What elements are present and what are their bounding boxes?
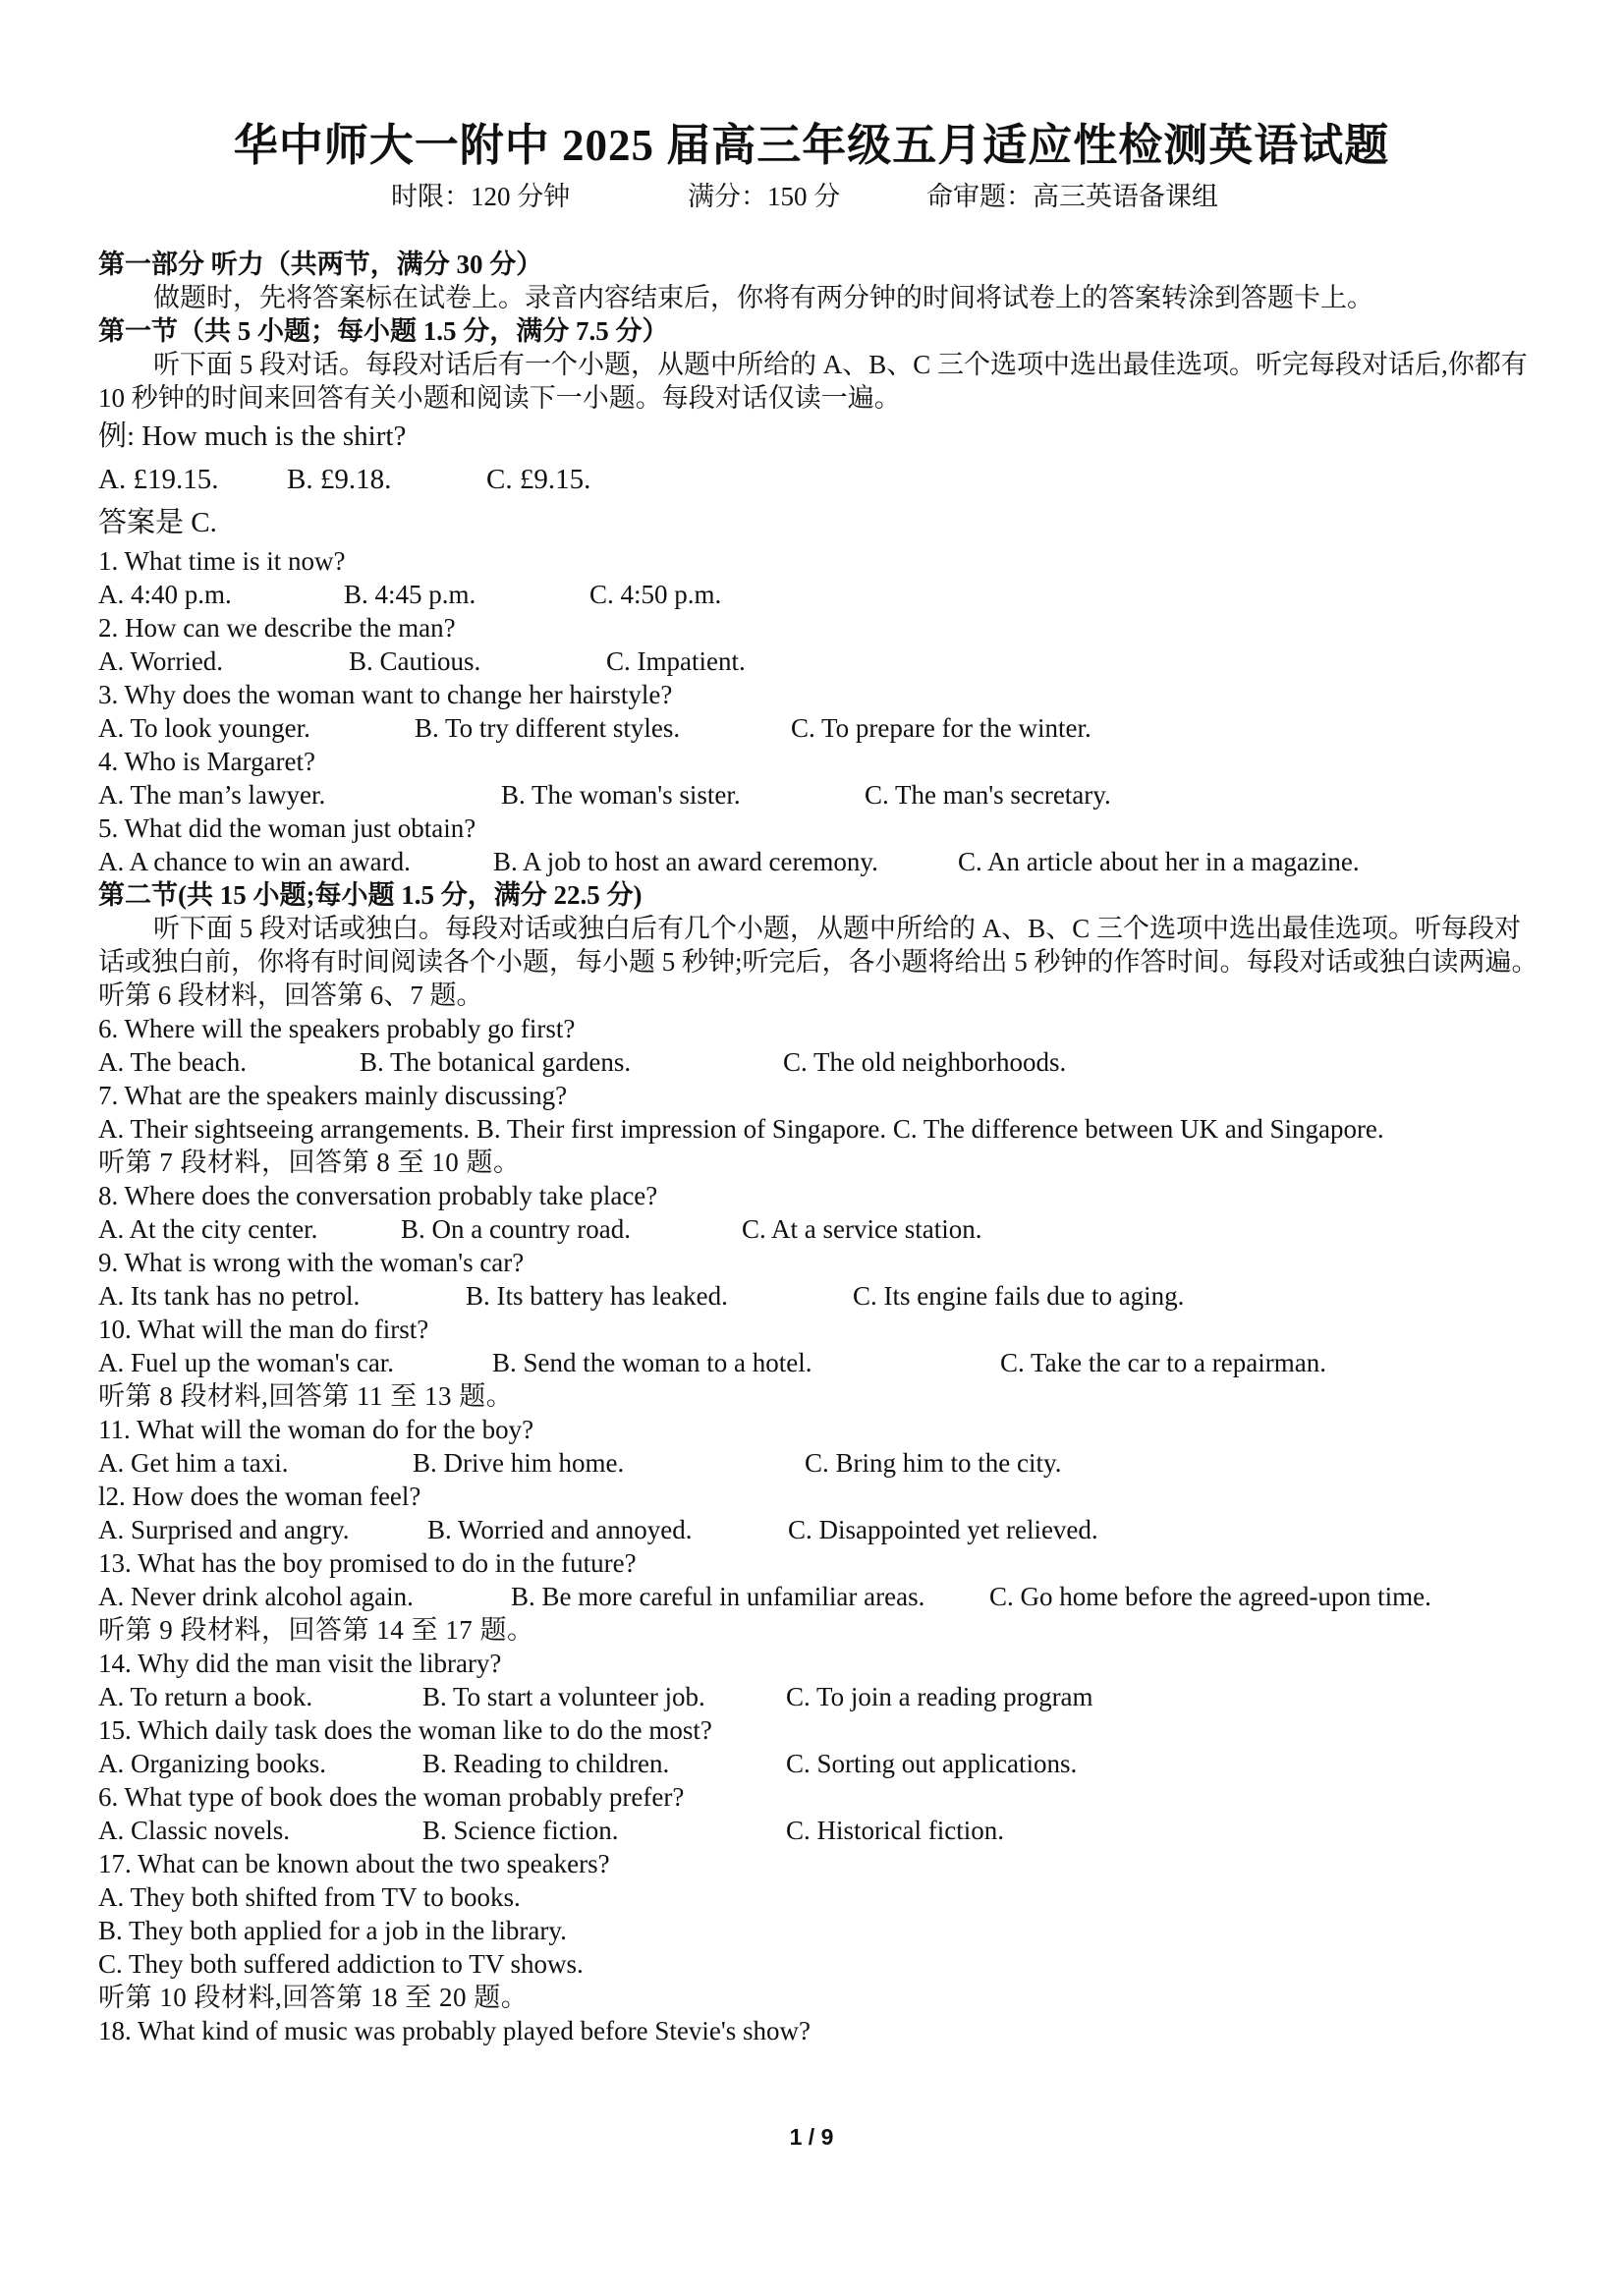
option-a: A. A chance to win an award. <box>98 847 411 876</box>
question-text: 7. What are the speakers mainly discussing? <box>98 1081 568 1110</box>
material-note: 听第 10 段材料,回答第 18 至 20 题。 <box>98 1983 529 2012</box>
answer-options <box>98 1747 1542 1780</box>
option-c: C. Impatient. <box>606 646 746 676</box>
question-text: A. Their sightseeing arrangements. B. Their first impression of Singapore. C. The difference between UK and Singapore. <box>98 1114 1384 1144</box>
option-c: C. The old neighborhoods. <box>783 1047 1067 1077</box>
question-text: 4. Who is Margaret? <box>98 747 315 776</box>
option-b: B. Science fiction. <box>422 1816 619 1845</box>
option-a: A. Its tank has no petrol. <box>98 1281 361 1311</box>
option-c: C. £9.15. <box>486 464 591 495</box>
answer-options <box>98 1045 1542 1079</box>
question-text: 14. Why did the man visit the library? <box>98 1649 502 1678</box>
answer-options <box>98 1580 1542 1613</box>
option-a: A. Worried. <box>98 646 224 676</box>
exam-body <box>98 248 1542 2047</box>
question-text: 18. What kind of music was probably played before Stevie's show? <box>98 2016 811 2045</box>
option-c: C. The man's secretary. <box>865 780 1111 810</box>
answer-options <box>98 1814 1542 1847</box>
answer-options <box>98 711 1542 745</box>
question-text: 6. Where will the speakers probably go first? <box>98 1014 576 1043</box>
time-limit: 时限：120 分钟 <box>391 182 571 211</box>
option-b: B. Reading to children. <box>422 1749 670 1778</box>
answer-options <box>98 1212 1542 1246</box>
option-a: A. Classic novels. <box>98 1816 290 1845</box>
page-number: 1 / 9 <box>789 2124 834 2150</box>
example-line: 例: How much is the shirt? <box>98 420 407 452</box>
option-b: B. The woman's sister. <box>501 780 741 810</box>
option-b: B. Cautious. <box>349 646 481 676</box>
option-b: B. Send the woman to a hotel. <box>492 1348 812 1377</box>
option-a: A. To look younger. <box>98 713 310 743</box>
material-note: 听第 9 段材料，回答第 14 至 17 题。 <box>98 1615 534 1645</box>
option-a: A. The beach. <box>98 1047 247 1077</box>
option-c: C. Sorting out applications. <box>786 1749 1078 1778</box>
question-text: l2. How does the woman feel? <box>98 1482 421 1511</box>
option-a: A. Organizing books. <box>98 1749 326 1778</box>
option-a: A. 4:40 p.m. <box>98 580 232 609</box>
option-c: C. At a service station. <box>742 1214 982 1244</box>
answer-options <box>98 778 1542 812</box>
option-c: C. 4:50 p.m. <box>589 580 722 609</box>
option-a: A. Surprised and angry. <box>98 1515 350 1544</box>
question-text: 11. What will the woman do for the boy? <box>98 1415 534 1444</box>
option-a: A. Never drink alcohol again. <box>98 1582 414 1611</box>
option-a: A. £19.15. <box>98 464 219 495</box>
option-c: C. Take the car to a repairman. <box>1000 1348 1326 1377</box>
option-a: A. Fuel up the woman's car. <box>98 1348 395 1377</box>
option-c: C. To prepare for the winter. <box>791 713 1091 743</box>
option-b: B. The botanical gardens. <box>360 1047 632 1077</box>
question-text: 13. What has the boy promised to do in the future? <box>98 1548 637 1578</box>
option-b: B. Be more careful in unfamiliar areas. <box>511 1582 925 1611</box>
question-text: 6. What type of book does the woman probably prefer? <box>98 1782 685 1812</box>
question-text: 17. What can be known about the two speakers? <box>98 1849 610 1878</box>
option-c: C. To join a reading program <box>786 1682 1093 1711</box>
answer-options <box>98 1346 1542 1379</box>
question-text: 3. Why does the woman want to change her hairstyle? <box>98 680 673 709</box>
option-a: A. Get him a taxi. <box>98 1448 289 1478</box>
answer-options <box>98 1446 1542 1480</box>
instructions: 听下面 5 段对话或独白。每段对话或独白后有几个小题，从题中所给的 A、B、C 三个选项中选出最佳选项。听每段对话或独白前，你将有时间阅读各个小题，每小题 5 秒钟;听完后，各小题将给出 5 秒钟的作答时间。每段对话或独白读两遍。听第 6 段材料，回答第 6、7 题。 <box>98 914 1539 1010</box>
option-c: C. An article about her in a magazine. <box>958 847 1360 876</box>
instructions: 做题时，先将答案标在试卷上。录音内容结束后，你将有两分钟的时间将试卷上的答案转涂到答题卡上。 <box>153 283 1373 312</box>
full-score: 满分：150 分 <box>688 182 841 211</box>
option-c: C. Its engine fails due to aging. <box>853 1281 1185 1311</box>
option-b: B. Its battery has leaked. <box>466 1281 728 1311</box>
question-text: 9. What is wrong with the woman's car? <box>98 1248 525 1277</box>
option-b: B. £9.18. <box>287 464 392 495</box>
question-text: 5. What did the woman just obtain? <box>98 813 476 843</box>
option-b: B. Worried and annoyed. <box>427 1515 693 1544</box>
option-c: C. Bring him to the city. <box>805 1448 1062 1478</box>
answer-options <box>98 578 1542 611</box>
question-text: B. They both applied for a job in the library. <box>98 1916 567 1945</box>
option-b: B. To start a volunteer job. <box>422 1682 705 1711</box>
option-c: C. Historical fiction. <box>786 1816 1004 1845</box>
option-c: C. Go home before the agreed-upon time. <box>989 1582 1431 1611</box>
answer-options <box>98 644 1542 678</box>
exam-meta <box>0 177 1623 216</box>
option-b: B. On a country road. <box>401 1214 631 1244</box>
material-note: 听第 7 段材料，回答第 8 至 10 题。 <box>98 1148 521 1177</box>
question-text: 1. What time is it now? <box>98 546 346 576</box>
section-heading: 第一节（共 5 小题；每小题 1.5 分，满分 7.5 分） <box>98 316 669 346</box>
option-b: B. To try different styles. <box>415 713 681 743</box>
answer-options <box>98 1513 1542 1546</box>
question-text: C. They both suffered addiction to TV shows. <box>98 1949 584 1979</box>
reviewers: 命审题：高三英语备课组 <box>926 182 1218 211</box>
exam-title: 华中师大一附中 2025 届高三年级五月适应性检测英语试题 <box>233 121 1390 170</box>
option-b: B. A job to host an award ceremony. <box>493 847 878 876</box>
section-heading: 第二节(共 15 小题;每小题 1.5 分，满分 22.5 分) <box>98 880 643 910</box>
option-a: A. At the city center. <box>98 1214 318 1244</box>
option-a: A. The man’s lawyer. <box>98 780 326 810</box>
example-line: 答案是 C. <box>98 507 217 538</box>
answer-options <box>98 845 1542 878</box>
question-text: 2. How can we describe the man? <box>98 613 456 643</box>
option-a: A. To return a book. <box>98 1682 313 1711</box>
option-b: B. 4:45 p.m. <box>344 580 476 609</box>
answer-options <box>98 1279 1542 1313</box>
answer-options <box>98 1680 1542 1713</box>
question-text: 15. Which daily task does the woman like to do the most? <box>98 1715 712 1745</box>
instructions: 听下面 5 段对话。每段对话后有一个小题，从题中所给的 A、B、C 三个选项中选出最佳选项。听完每段对话后,你都有 10 秒钟的时间来回答有关小题和阅读下一小题。每段对话仅读一遍。 <box>98 350 1528 413</box>
example-options <box>98 458 1542 501</box>
question-text: A. They both shifted from TV to books. <box>98 1882 521 1912</box>
material-note: 听第 8 段材料,回答第 11 至 13 题。 <box>98 1381 514 1411</box>
question-text: 10. What will the man do first? <box>98 1315 429 1344</box>
option-b: B. Drive him home. <box>413 1448 625 1478</box>
option-c: C. Disappointed yet relieved. <box>788 1515 1098 1544</box>
section-heading: 第一部分 听力（共两节，满分 30 分） <box>98 250 543 279</box>
question-text: 8. Where does the conversation probably take place? <box>98 1181 658 1210</box>
